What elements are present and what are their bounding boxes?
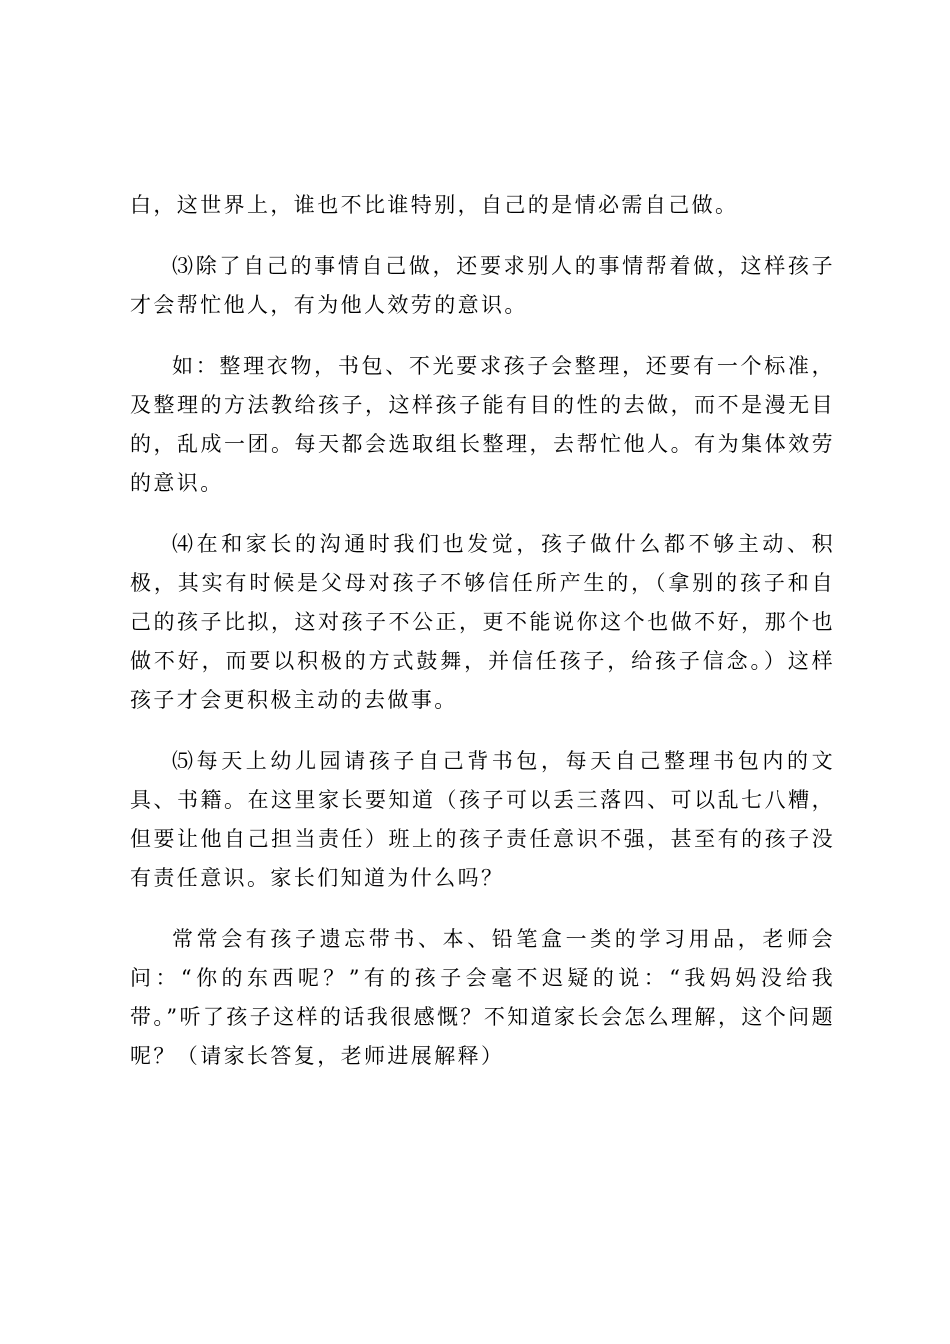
paragraph-question: 常常会有孩子遗忘带书、本、铅笔盒一类的学习用品，老师会问：“你的东西呢？”有的孩子会毫不迟疑的说：“我妈妈没给我带。”听了孩子这样的话我很感慨？不知道家长会怎么理解，这个问题呢？（请家长答复，老师进展解释） bbox=[130, 927, 835, 1068]
paragraph-example: 如：整理衣物，书包、不光要求孩子会整理，还要有一个标准，及整理的方法教给孩子，这样孩子能有目的性的去做，而不是漫无目的，乱成一团。每天都会选取组长整理，去帮忙他人。有为集体效劳的意识。 bbox=[130, 354, 835, 495]
paragraph-item-3: ⑶除了自己的事情自己做，还要求别人的事情帮着做，这样孩子才会帮忙他人，有为他人效劳的意识。 bbox=[130, 254, 835, 317]
paragraph-continuation: 白，这世界上，谁也不比谁特别，自己的是情必需自己做。 bbox=[130, 193, 739, 217]
document-body bbox=[130, 186, 835, 1098]
paragraph-item-5: ⑸每天上幼儿园请孩子自己背书包，每天自己整理书包内的文具、书籍。在这里家长要知道（孩子可以丢三落四、可以乱七八糟，但要让他自己担当责任）班上的孩子责任意识不强，甚至有的孩子没有责任意识。家长们知道为什么吗？ bbox=[130, 749, 835, 890]
paragraph-item-4: ⑷在和家长的沟通时我们也发觉，孩子做什么都不够主动、积极，其实有时候是父母对孩子不够信任所产生的，（拿别的孩子和自己的孩子比拟，这对孩子不公正，更不能说你这个也做不好，那个也做不好，而要以积极的方式鼓舞，并信任孩子，给孩子信念。）这样孩子才会更积极主动的去做事。 bbox=[130, 532, 835, 712]
